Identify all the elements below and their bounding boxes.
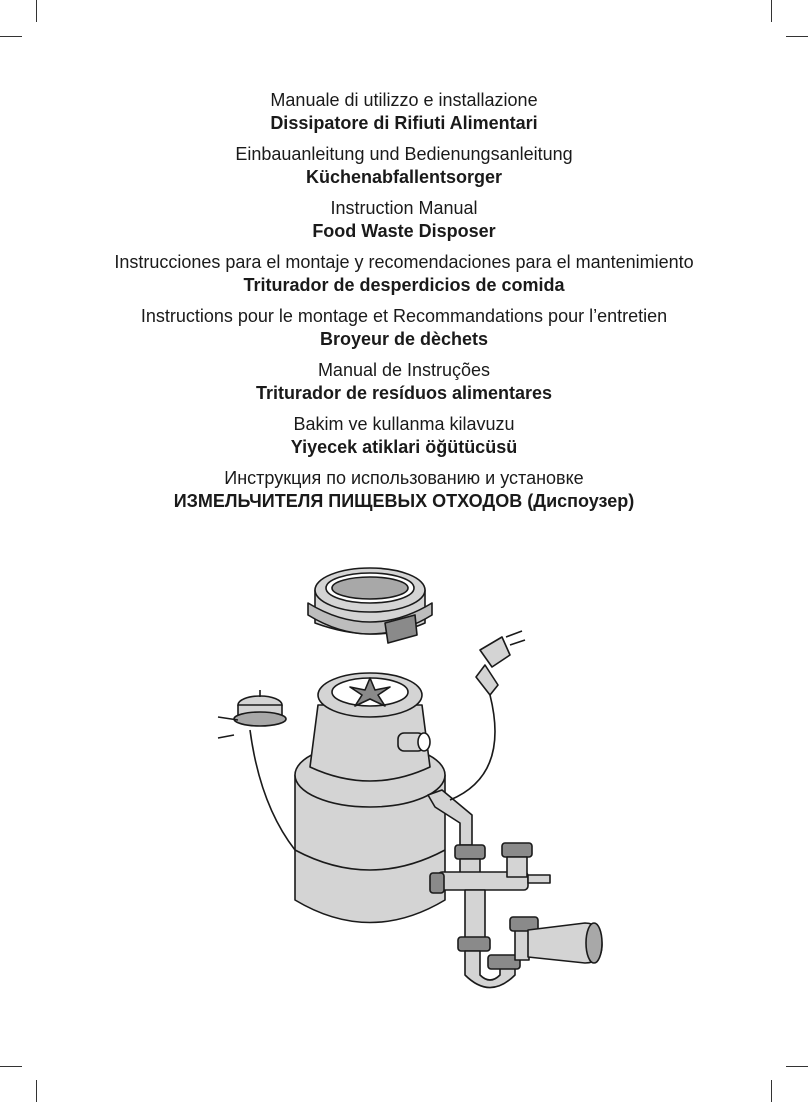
- disposer-body: [295, 673, 445, 923]
- power-plug: [450, 631, 525, 800]
- subtitle-en: Instruction Manual: [330, 198, 478, 218]
- title-group-pt: [0, 359, 808, 405]
- subtitle-de: Einbauanleitung und Bedienungsanleitung: [235, 144, 573, 164]
- title-group-ru: [0, 467, 808, 513]
- title-de: Küchenabfallentsorger: [305, 167, 503, 187]
- subtitle-es: Instrucciones para el montaje y recomendaciones para el mantenimiento: [114, 252, 694, 272]
- sink-flange-ring: [308, 568, 432, 643]
- crop-mark-bottom-left-h: [0, 1066, 22, 1067]
- crop-mark-top-right-h: [786, 36, 808, 37]
- crop-mark-bottom-right-h: [786, 1066, 808, 1067]
- waste-trap: [428, 790, 602, 988]
- title-group-fr: [0, 305, 808, 351]
- title-fr: Broyeur de dèchets: [319, 329, 489, 349]
- title-group-it: [0, 89, 808, 135]
- crop-mark-top-left: [36, 0, 37, 22]
- title-it: Dissipatore di Rifiuti Alimentari: [270, 113, 538, 133]
- title-en: Food Waste Disposer: [312, 221, 496, 241]
- title-group-tr: [0, 413, 808, 459]
- title-pt: Triturador de resíduos alimentares: [255, 383, 553, 403]
- title-group-en: [0, 197, 808, 243]
- manual-titles: [0, 89, 808, 521]
- title-group-de: [0, 143, 808, 189]
- subtitle-ru: Инструкция по использованию и установке: [224, 468, 584, 488]
- subtitle-fr: Instructions pour le montage et Recommandations pour l’entretien: [140, 306, 668, 326]
- title-tr: Yiyecek atiklari öğütücüsü: [290, 437, 518, 457]
- subtitle-it: Manuale di utilizzo e installazione: [270, 90, 538, 110]
- subtitle-tr: Bakim ve kullanma kilavuzu: [293, 414, 515, 434]
- title-ru: ИЗМЕЛЬЧИТЕЛЯ ПИЩЕВЫХ ОТХОДОВ (Диспоузер): [173, 491, 635, 511]
- subtitle-pt: Manual de Instruções: [317, 360, 491, 380]
- title-es: Triturador de desperdicios de comida: [243, 275, 565, 295]
- air-switch: [218, 690, 295, 850]
- crop-mark-bottom-left: [36, 1080, 37, 1102]
- crop-mark-bottom-right: [771, 1080, 772, 1102]
- title-group-es: [0, 251, 808, 297]
- crop-mark-top-right: [771, 0, 772, 22]
- crop-mark-top-left-h: [0, 36, 22, 37]
- disposer-illustration: [210, 545, 610, 1000]
